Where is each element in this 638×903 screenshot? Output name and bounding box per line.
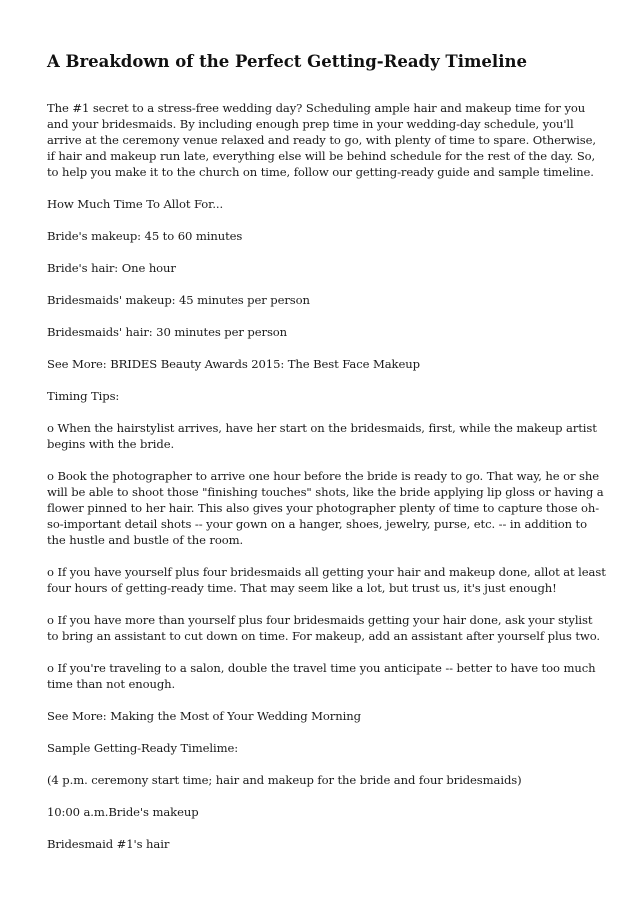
- document-page: [47, 52, 607, 868]
- brides-hair-time: Bride's hair: One hour: [47, 261, 176, 275]
- bridesmaids-hair-time: Bridesmaids' hair: 30 minutes per person: [47, 325, 288, 339]
- see-more-wedding-morning: See More: Making the Most of Your Wedding Morning: [47, 709, 361, 723]
- tip-hairstylist: o When the hairstylist arrives, have her start on the bridesmaids, first, while the makeup artist begins with the bride.: [47, 421, 597, 451]
- tip-photographer: o Book the photographer to arrive one hour before the bride is ready to go. That way, he or she will be able to shoot those "finishing touches" shots, like the bride applying lip gloss or having a flower pinned to her hair. This also gives your photographer plenty of time to capture those oh-so-important detail shots -- your gown on a hanger, shoes, jewelry, purse, etc. -- in addition to the hustle and bustle of the room.: [47, 469, 604, 547]
- timeline-note: (4 p.m. ceremony start time; hair and makeup for the bride and four bridesmaids): [47, 773, 522, 787]
- section-heading-time-allotment: How Much Time To Allot For...: [47, 197, 224, 211]
- section-heading-timing-tips: Timing Tips:: [47, 389, 120, 403]
- brides-makeup-time: Bride's makeup: 45 to 60 minutes: [47, 229, 243, 243]
- timeline-entry: 10:00 a.m.Bride's makeup: [47, 805, 199, 819]
- bridesmaids-makeup-time: Bridesmaids' makeup: 45 minutes per person: [47, 293, 310, 307]
- section-heading-sample-timeline: Sample Getting-Ready Timelime:: [47, 741, 239, 755]
- intro-paragraph: The #1 secret to a stress-free wedding day? Scheduling ample hair and makeup time for you and your bridesmaids. By including enough prep time in your wedding-day schedule, you'll arrive at the ceremony venue relaxed and ready to go, with plenty of time to spare. Otherwise, if hair and makeup run late, everything else will be behind schedule for the rest of the day. So, to help you make it to the church on time, follow our getting-ready guide and sample timeline.: [47, 101, 596, 179]
- tip-four-bridesmaids: o If you have yourself plus four bridesmaids all getting your hair and makeup done, allot at least four hours of getting-ready time. That may seem like a lot, but trust us, it's just enough!: [47, 565, 606, 595]
- timeline-entry: Bridesmaid #1's hair: [47, 837, 170, 851]
- tip-salon-travel: o If you're traveling to a salon, double the travel time you anticipate -- better to have too much time than not enough.: [47, 661, 596, 691]
- see-more-beauty-awards: See More: BRIDES Beauty Awards 2015: The Best Face Makeup: [47, 357, 420, 371]
- tip-stylist-assistant: o If you have more than yourself plus four bridesmaids getting your hair done, ask your stylist to bring an assistant to cut down on time. For makeup, add an assistant after yourself plus two.: [47, 613, 601, 643]
- document-title: A Breakdown of the Perfect Getting-Ready Timeline: [47, 52, 527, 71]
